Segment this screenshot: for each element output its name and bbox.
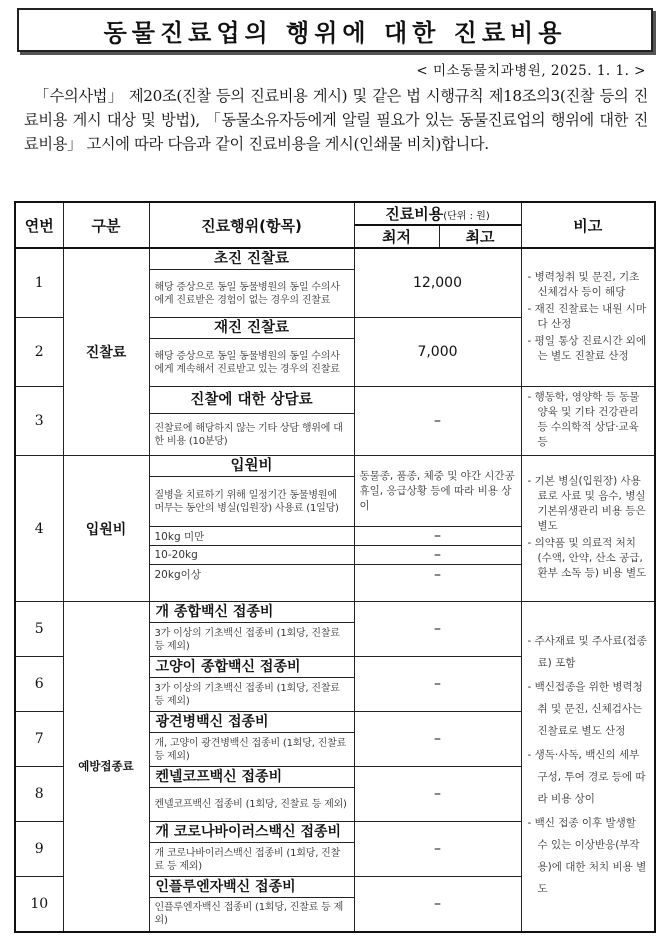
price-cell: – [354,602,521,657]
price-cell: – [354,767,521,822]
remark-item: - 평일 통상 진료시간 외에는 별도 진찰료 산정 [527,334,647,362]
table-row [15,456,655,477]
price-cell: – [354,565,521,602]
action-desc: 3가 이상의 기초백신 접종비 (1회당, 진찰료 등 제외) [149,623,354,657]
document-title: 동물진료업의 행위에 대한 진료비용 [17,8,653,52]
weight-label: 10-20kg [149,546,354,565]
header-cost-unit: (단위 : 원) [443,211,490,222]
header-remarks: 비고 [521,202,655,248]
source-date: < 미소동물치과병원, 2025. 1. 1. > [416,63,646,79]
remarks-consult [521,248,655,387]
remarks-vaccine [521,602,655,932]
fee-table [14,201,656,933]
table-row [15,248,655,270]
action-desc: 해당 증상으로 동일 동물병원의 동일 수의사에게 진료받은 경험이 없는 경우의 진찰료 [149,270,354,318]
remark-item: - 재진 진찰료는 내원 시마다 산정 [527,302,647,330]
action-title: 개 종합백신 접종비 [149,602,354,623]
action-desc: 해당 증상으로 동일 동물병원의 동일 수의사에게 계속해서 진료받고 있는 경우의 진찰료 [149,339,354,387]
action-desc: 개, 고양이 광견병백신 접종비 (1회당, 진찰료 등 제외) [149,733,354,767]
price-cell: 12,000 [354,248,521,318]
weight-label: 10kg 미만 [149,527,354,546]
category-vaccine: 예방접종료 [63,602,149,932]
action-desc: 개 코로나바이러스백신 접종비 (1회당, 진찰료 등 제외) [149,843,354,877]
row-no: 2 [15,318,63,387]
category-hospital: 입원비 [63,456,149,602]
remark-item: - 병력청취 및 문진, 기초신체검사 등이 해당 [527,270,640,298]
header-action: 진료행위(항목) [149,202,354,248]
row-no: 4 [15,456,63,602]
row-no: 9 [15,822,63,877]
header-category: 구분 [63,202,149,248]
remark-item: - 행동학, 영양학 등 동물 양육 및 기타 건강관리 등 수의학적 상담·교육 등 [527,391,640,448]
header-max: 최고 [439,225,521,248]
remarks-hospital [521,456,655,602]
price-cell: – [354,527,521,546]
row-no: 7 [15,712,63,767]
action-title: 입원비 [149,456,354,477]
weight-label: 20kg이상 [149,565,354,602]
remark-item: - 의약품 및 의료적 처치(수액, 안약, 산소 공급, 환부 소독 등) 비용 별도 [527,537,647,579]
row-no: 10 [15,877,63,932]
action-title: 광견병백신 접종비 [149,712,354,733]
action-desc: 진찰료에 해당하지 않는 기타 상담 행위에 대한 비용 (10분당) [149,414,354,456]
table-row [15,602,655,623]
action-title: 진찰에 대한 상담료 [149,387,354,414]
action-title: 재진 진찰료 [149,318,354,339]
table-header [15,202,655,248]
remark-item: - 백신접종을 위한 병력청취 및 문진, 신체검사는 진찰료로 별도 산정 [527,681,643,738]
row-no: 3 [15,387,63,456]
row-no: 1 [15,248,63,318]
remark-item: - 생독·사독, 백신의 세부 구성, 투여 경로 등에 따라 비용 상이 [527,749,646,806]
header-min: 최저 [354,225,439,248]
price-note: 동물종, 품종, 체중 및 야간 시간공휴일, 응급상황 등에 따라 비용 상이 [354,456,521,527]
remark-item: - 백신 접종 이후 발생할 수 있는 이상반응(부작용)에 대한 처치 비용 별도 [527,817,647,896]
action-title: 초진 진찰료 [149,248,354,270]
remarks-consult-fee [521,387,655,456]
action-desc: 인플루엔자백신 접종비 (1회당, 진찰료 등 제외) [149,898,354,932]
action-title: 개 코로나바이러스백신 접종비 [149,822,354,843]
header-cost-label: 진료비용 [385,205,444,223]
category-consult: 진찰료 [63,248,149,456]
remark-item: - 주사재료 및 주사료(접종료) 포함 [527,635,647,670]
row-no: 6 [15,657,63,712]
price-cell: 7,000 [354,318,521,387]
row-no: 5 [15,602,63,657]
price-cell: – [354,546,521,565]
price-cell: – [354,877,521,932]
action-title: 고양이 종합백신 접종비 [149,657,354,678]
action-desc: 켄넬코프백신 접종비 (1회당, 진찰료 등 제외) [149,788,354,822]
price-cell: – [354,387,521,456]
intro-paragraph: 「수의사법」 제20조(진찰 등의 진료비용 게시) 및 같은 법 시행규칙 제18조의3(진찰 등의 진료비용 게시 대상 및 방법), 「동물소유자등에게 알릴 필요가 있는 동물진료업의 행위에 대한 진료비용」 고시에 따라 다음과 같이 진료비용을 게시(인쇄물 비치)합니다. [24,87,648,153]
price-cell: – [354,657,521,712]
header-no: 연번 [15,202,63,248]
remark-item: - 기본 병실(입원장) 사용료로 사료 및 음수, 병실 기본위생관리 비용 등은 별도 [527,475,646,532]
action-title: 인플루엔자백신 접종비 [149,877,354,898]
header-cost [354,202,521,225]
action-desc: 질병을 치료하기 위해 일정기간 동물병원에 머무는 동안의 병실(입원장) 사용료 (1일당) [149,477,354,527]
row-no: 8 [15,767,63,822]
action-desc: 3가 이상의 기초백신 접종비 (1회당, 진찰료 등 제외) [149,678,354,712]
action-title: 켄넬코프백신 접종비 [149,767,354,788]
price-cell: – [354,712,521,767]
price-cell: – [354,822,521,877]
